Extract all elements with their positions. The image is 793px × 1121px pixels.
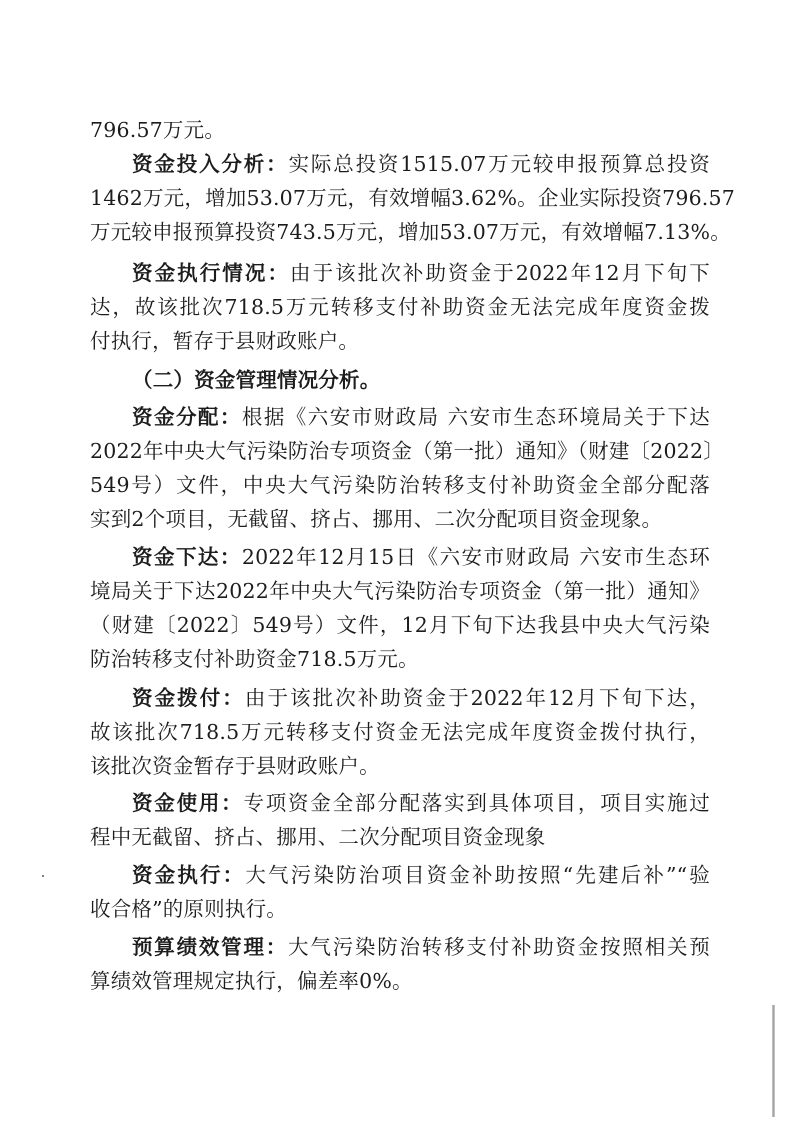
text-line [90,437,724,465]
text-line [90,967,710,995]
body-text: 796.57万元。 [90,118,226,142]
section-heading-label: 资金投入分析： [132,152,289,176]
body-text: 程中无截留、挤占、挪用、二次分配项目资金现象 [90,825,546,849]
section-heading-label: 预算绩效管理： [132,935,289,959]
body-text: 防治转移支付补助资金718.5万元。 [90,647,419,671]
text-line [132,861,710,889]
body-text: 549号）文件，中央大气污染防治转移支付补助资金全部分配落 [90,473,710,497]
scan-edge-artifact [772,1005,775,1117]
body-text: 达，故该批次718.5万元转移支付补助资金无法完成年度资金拨 [90,295,710,319]
body-text: 万元较申报预算投资743.5万元，增加53.07万元，有效增幅7.13%。 [90,220,731,244]
body-text: 由于该批次补助资金于2022年12月下旬下达， [244,686,711,710]
text-line [132,259,710,287]
text-line [90,752,710,780]
body-text: 2022年12月15日《六安市财政局 六安市生态环 [241,545,711,569]
text-line [90,718,710,746]
text-line [132,403,710,431]
body-text: 根据《六安市财政局 六安市生态环境局关于下达 [241,405,711,429]
section-heading-label: （二）资金管理情况分析。 [132,368,381,392]
text-line [132,789,710,817]
body-text: 实到2个项目，无截留、挤占、挪用、二次分配项目资金现象。 [90,507,663,531]
text-line [90,895,710,923]
scan-speck [42,875,44,877]
body-text: 大气污染防治转移支付补助资金按照相关预 [288,935,710,959]
body-text: 专项资金全部分配落实到具体项目，项目实施过 [243,791,711,815]
body-text: （财建〔2022〕549号）文件，12月下旬下达我县中央大气污染 [90,613,710,637]
text-line [132,933,710,961]
text-line [90,645,710,673]
text-line [132,150,710,178]
section-heading-label: 资金执行： [132,863,246,887]
section-heading-label: 资金分配： [132,405,242,429]
body-text: 2022年中央大气污染防治专项资金（第一批）通知》（财建〔2022〕 [90,439,724,463]
body-text: 收合格”的原则执行。 [90,897,287,921]
text-line [132,684,710,712]
section-heading-label: 资金拨付： [132,686,245,710]
text-line [132,366,710,394]
body-text: 实际总投资1515.07万元较申报预算总投资 [288,152,711,176]
body-text: 大气污染防治项目资金补助按照“先建后补”“验 [245,863,711,887]
body-text: 由于该批次补助资金于2022年12月下旬下 [290,261,710,285]
body-text: 故该批次718.5万元转移支付资金无法完成年度资金拨付执行， [90,720,710,744]
text-line [90,116,710,144]
text-line [90,327,710,355]
text-line [90,577,710,605]
text-line [90,823,710,851]
section-heading-label: 资金执行情况： [132,261,291,285]
text-line [90,184,736,212]
text-line [90,505,710,533]
text-line [132,543,710,571]
text-line [90,611,710,639]
body-text: 该批次资金暂存于县财政账户。 [90,754,380,778]
body-text: 付执行，暂存于县财政账户。 [90,329,360,353]
text-line [90,293,710,321]
body-text: 算绩效管理规定执行，偏差率0%。 [90,969,413,993]
section-heading-label: 资金下达： [132,545,242,569]
body-text: 境局关于下达2022年中央大气污染防治专项资金（第一批）通知》 [90,579,710,603]
text-line [90,218,731,246]
text-line [90,471,710,499]
body-text: 1462万元，增加53.07万元，有效增幅3.62%。企业实际投资796.57 [90,186,736,210]
section-heading-label: 资金使用： [132,791,244,815]
